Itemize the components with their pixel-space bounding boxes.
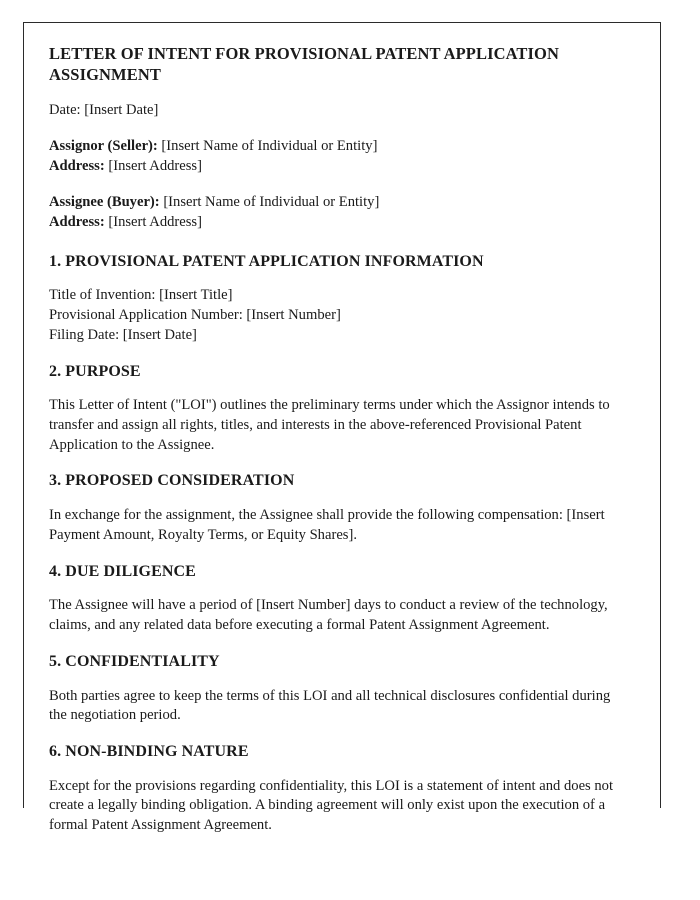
section-heading-1: 1. PROVISIONAL PATENT APPLICATION INFORMATION bbox=[49, 252, 484, 270]
filing-date-line: Filing Date: [Insert Date] bbox=[49, 326, 197, 343]
assignee-address-line bbox=[49, 213, 624, 233]
assignor-address-value: [Insert Address] bbox=[108, 157, 202, 174]
application-number-line: Provisional Application Number: [Insert Number] bbox=[49, 307, 341, 324]
section-body-4: The Assignee will have a period of [Insert Number] days to conduct a review of the technology, claims, and any related data before executing a formal Patent Assignment Agreement. bbox=[49, 597, 608, 634]
section-heading-4: 4. DUE DILIGENCE bbox=[49, 562, 196, 580]
assignee-block bbox=[49, 193, 624, 232]
assignor-value: [Insert Name of Individual or Entity] bbox=[161, 137, 378, 154]
assignee-value: [Insert Name of Individual or Entity] bbox=[163, 194, 380, 211]
assignor-address-label: Address: bbox=[49, 157, 105, 174]
assignee-address-label: Address: bbox=[49, 213, 105, 230]
section-body-2: This Letter of Intent ("LOI") outlines the preliminary terms under which the Assignor intends to transfer and assign all rights, titles, and interests in the above-referenced Provisional Patent Application to the Assignee. bbox=[49, 397, 610, 453]
assignee-address-value: [Insert Address] bbox=[108, 213, 202, 230]
assignor-label: Assignor (Seller): bbox=[49, 137, 158, 154]
section-body-5: Both parties agree to keep the terms of this LOI and all technical disclosures confidential during the negotiation period. bbox=[49, 687, 611, 724]
document-body bbox=[24, 23, 660, 836]
section-heading-3: 3. PROPOSED CONSIDERATION bbox=[49, 472, 295, 490]
assignor-block bbox=[49, 137, 624, 176]
document-page bbox=[23, 22, 661, 834]
date-line: Date: [Insert Date] bbox=[49, 102, 159, 119]
invention-title-line: Title of Invention: [Insert Title] bbox=[49, 287, 233, 304]
section-heading-2: 2. PURPOSE bbox=[49, 362, 141, 380]
assignee-label: Assignee (Buyer): bbox=[49, 194, 160, 211]
section-body-1 bbox=[49, 286, 624, 345]
assignor-address-line bbox=[49, 157, 624, 177]
assignee-name-line bbox=[49, 193, 624, 213]
page-title: LETTER OF INTENT FOR PROVISIONAL PATENT APPLICATION ASSIGNMENT bbox=[49, 44, 559, 85]
section-body-6: Except for the provisions regarding confidentiality, this LOI is a statement of intent and does not create a legally binding obligation. A binding agreement will only exist upon the execution of a formal Patent Assignment Agreement. bbox=[49, 777, 614, 834]
assignor-name-line bbox=[49, 137, 624, 157]
section-heading-6: 6. NON-BINDING NATURE bbox=[49, 742, 249, 760]
section-heading-5: 5. CONFIDENTIALITY bbox=[49, 652, 220, 670]
section-body-3: In exchange for the assignment, the Assignee shall provide the following compensation: [Insert Payment Amount, Royalty Terms, or Equity Shares]. bbox=[49, 507, 605, 543]
